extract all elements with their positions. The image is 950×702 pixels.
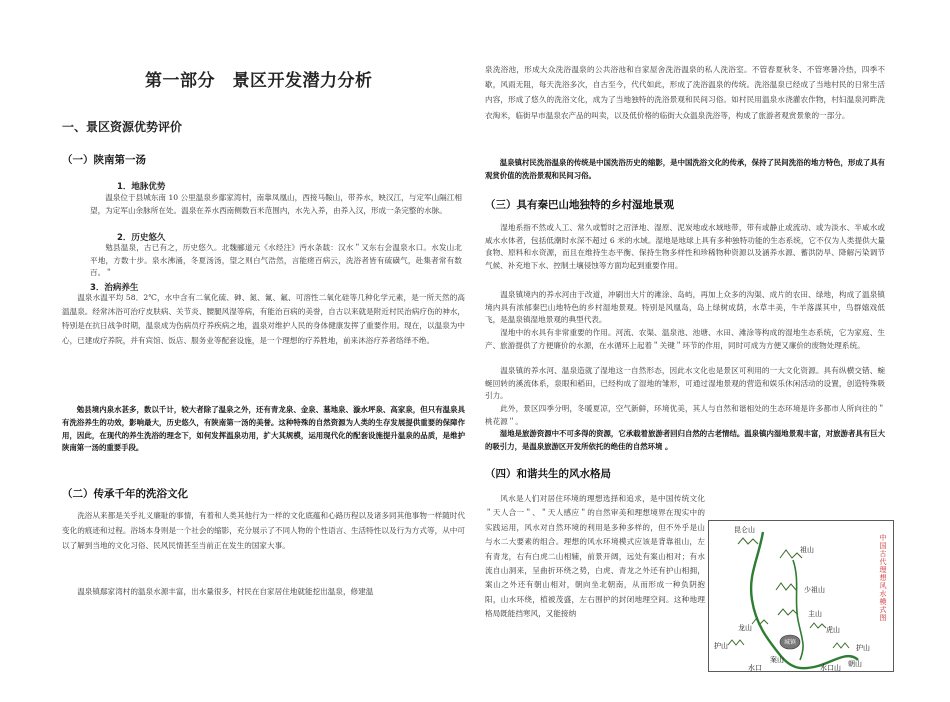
label-shuikoushan: 水口山 xyxy=(820,664,841,672)
paragraph-culture-2: 温泉镇鄢家湾村的温泉水源丰富，出水量很多，村民在自家居住地就能挖出温泉，修建温 xyxy=(77,587,374,596)
label-hushan-right: 护山 xyxy=(856,644,870,652)
paragraph-health: 温泉水温平均 58．2℃，水中含有二氧化硫、砷、氮、氰、氟、可溶性二氧化硅等几种化学元素，是一所天然的高温温泉。经常沐浴可治疗皮肤病、关节炎、腰腿风湿等病，有能治百病的美誉，自古以来就是附近村民治病疗伤的神水，特别是在抗日战争时期，温泉成为伤病员疗养疾病之地，温泉对维护人民的身体健康发挥了重要作用。现在，以温泉为中心，已建成疗养院，并有宾馆、饭店、服务业等配套设施，是一个理想的疗养胜地，前来沐浴疗养者络绎不绝。 xyxy=(62,293,465,345)
summary-bathing-culture: 温泉镇村民洗浴温泉的传统是中国洗浴历史的缩影，是中国洗浴文化的传承，保持了民间洗浴的地方特色，形成了具有观赏价值的洗浴景观和民间习俗。 xyxy=(485,158,885,180)
label-town: 城镇 xyxy=(784,639,797,646)
item-title-history: 2．历史悠久 xyxy=(117,233,166,243)
label-chaoshan: 朝山 xyxy=(848,660,862,668)
subheading-bathing-culture: （二）传承千年的洗浴文化 xyxy=(62,488,188,500)
paragraph-wetland-4: 温泉镇的养水河、温泉造就了湿地这一自然形态，因此水文化也是景区可利用的一大文化资源。具有纵横交错、蜿蜒回转的溪流体系，泉眼和稻田，已经构成了湿地的雏形，可通过湿地景观的营造和娱乐休闲活动的设置，创造特殊吸引力。 xyxy=(485,366,885,401)
summary-first-spring: 勉县境内泉水甚多，数以千计，较大者除了温泉之外，还有青龙泉、金泉、墓地泉、漩水坪泉、高家泉，但只有温泉具有洗浴养生的功效，影响最大，历史悠久，有陕南第一汤的美誉。这种特殊的自然资源为人类的生存发展提供重要的保障作用，因此，在现代的养生洗浴的理念下，如何发挥温泉功用，扩大其规模，运用现代化的配套设施提升温泉的品质，是维护陕南第一汤的重要手段。 xyxy=(62,405,465,453)
label-hushan-left: 护山 xyxy=(714,642,728,650)
paragraph-wetland-3: 湿地中的水具有非常重要的作用。河流、农渠、温泉池、池塘、水田、滩涂等构成的湿地生态系统，它为家庭、生产、旅游提供了方便廉价的水源，在水循环上起着＂关键＂环节的作用，同时可成为方便又廉价的废物处理系统。 xyxy=(485,328,885,350)
label-zushan: 祖山 xyxy=(800,546,814,554)
label-shuikou: 水口 xyxy=(748,664,762,672)
paragraph-earth-vein: 温泉位于县城东南 10 公里温泉乡鄢家湾村，南靠凤凰山，西接马鞍山，带养水，映汉江，与定军山隔江相望，为定军山余脉所在处。温泉在养水西南侧数百米范围内，水先入养，由养入汉，形成一条完整的水脉。 xyxy=(90,193,462,215)
fengshui-diagram xyxy=(708,520,894,672)
paragraph-fengshui: 风水是人们对居住环境的理想选择和追求，是中国传统文化＂天人合一＂、＂天人感应＂的自然审美和理想境界在现实中的实践运用，风水对自然环境的利用是多种多样的，但不外乎是山与水二大要素的组合。理想的风水环境模式应该是背靠祖山，左有青龙，右有白虎二山相辅，前景开阔，远处有案山相对；有水流自山洞来，呈曲折环绕之势，白虎、青龙之外还有护山相拥，案山之外还有朝山相对，朝向坐北朝南，从而形成一种负阴抱阳，山水环绕，植被茂盛，左右围护的封闭地理空间。这种地理格局既能挡寒风，又能接纳 xyxy=(485,494,705,619)
label-shaozushan: 少祖山 xyxy=(804,586,825,594)
item-title-earth-vein: 1．地脉优势 xyxy=(117,182,166,192)
subheading-first-spring: （一）陕南第一汤 xyxy=(62,154,146,166)
paragraph-culture-3: 泉洗浴池，形成大众洗浴温泉的公共浴池和自家屋舍洗浴温泉的私人洗浴室。不管春夏秋冬、不管寒暑冷热，四季不歇，风雨无阻，每天洗浴多次，自古至今，代代如此，形成了洗浴温泉的传统。洗浴温泉已经成了当地村民的日常生活内容，形成了悠久的洗浴文化，成为了当地独特的洗浴景观和民间习俗。如村民用温泉水浇灌农作物，村妇温泉河畔洗衣淘米，临街早市温泉农产品的叫卖，以及低价格的临街大众温泉洗浴等，构成了旅游者观赏景象的一部分。 xyxy=(485,65,885,120)
paragraph-history: 勉县温泉，古已有之，历史悠久。北魏郦道元《水经注》沔水条载：汉水＂又东右会温泉水口。水发山北平地，方数十步。泉水沸涌，冬夏汤汤，望之则白气浩然，言能瘥百病云，洗浴者皆有硫磺气，赴集者常有数百。＂ xyxy=(90,243,462,278)
label-zhushan: 主山 xyxy=(808,610,822,618)
section-heading-resource: 一、景区资源优势评价 xyxy=(62,120,183,134)
subheading-fengshui: （四）和谐共生的风水格局 xyxy=(485,468,611,480)
label-longshan: 龙山 xyxy=(738,624,752,632)
paragraph-culture-1: 洗浴从来都是关乎礼义廉耻的事情，有着和人类其他行为一样的文化底蕴和心路历程以及诸多同其他事物一样随时代变化的痕迹和过程。浴场本身则是一个社会的缩影，充分展示了不同人物的个性语言、生活特性以及行为方式等，从中可以了解到当地的文化习俗、民风民情甚至当前正在发生的国家大事。 xyxy=(62,511,465,550)
paragraph-wetland-5: 此外，景区四季分明，冬暖夏凉，空气新鲜，环境优美，其人与自然和谐相处的生态环境是许多都市人所向往的＂桃花源＂。 xyxy=(485,404,885,426)
paragraph-wetland-1: 湿地系指不然或人工、常久或暂时之沼泽地、湿原、泥炭地或水域地带，带有或静止或流动、或为淡水、半咸水或咸水水体者，包括低潮时水深不超过 6 米的水域。湿地是地球上具有多种独特功能的生态系统，它不仅为人类提供大量食物、原料和水资源，而且在维持生态平衡、保持生物多样性和珍稀物种资源以及涵养水源、蓄洪防旱、降解污染调节气候、补充地下水、控制土壤侵蚀等方面均起到重要作用。 xyxy=(485,223,885,270)
summary-wetland: 湿地是旅游资源中不可多得的资源，它承载着旅游者回归自然的古老情结。温泉镇内湿地景观丰富，对旅游者具有巨大的吸引力，是温泉旅游区开发所依托的绝佳的自然环境 。 xyxy=(485,429,885,451)
label-anshan: 案山 xyxy=(770,656,784,664)
subheading-wetland: （三）具有秦巴山地独特的乡村湿地景观 xyxy=(485,199,674,211)
label-hushan: 虎山 xyxy=(826,626,840,634)
item-title-health: 3．治病养生 xyxy=(90,283,139,293)
figure-side-title: 中国古代理想风水模式图 xyxy=(879,534,887,622)
paragraph-wetland-2: 温泉镇境内的养水河由于改道，冲刷出大片的滩涂、岛屿，再加上众多的沟渠、成片的农田、绿地，构成了温泉镇境内具有浓郁秦巴山地特色的乡村湿地景观。特别是风凰岛，岛上绿树成荫，水草丰美，牛羊落謀其中，鸟群嬉戏低飞，是温泉镇湿地景观的典型代表。 xyxy=(485,290,885,325)
label-kunlun: 昆仑山 xyxy=(734,526,755,534)
part-title: 第一部分 景区开发潜力分析 xyxy=(145,71,373,91)
